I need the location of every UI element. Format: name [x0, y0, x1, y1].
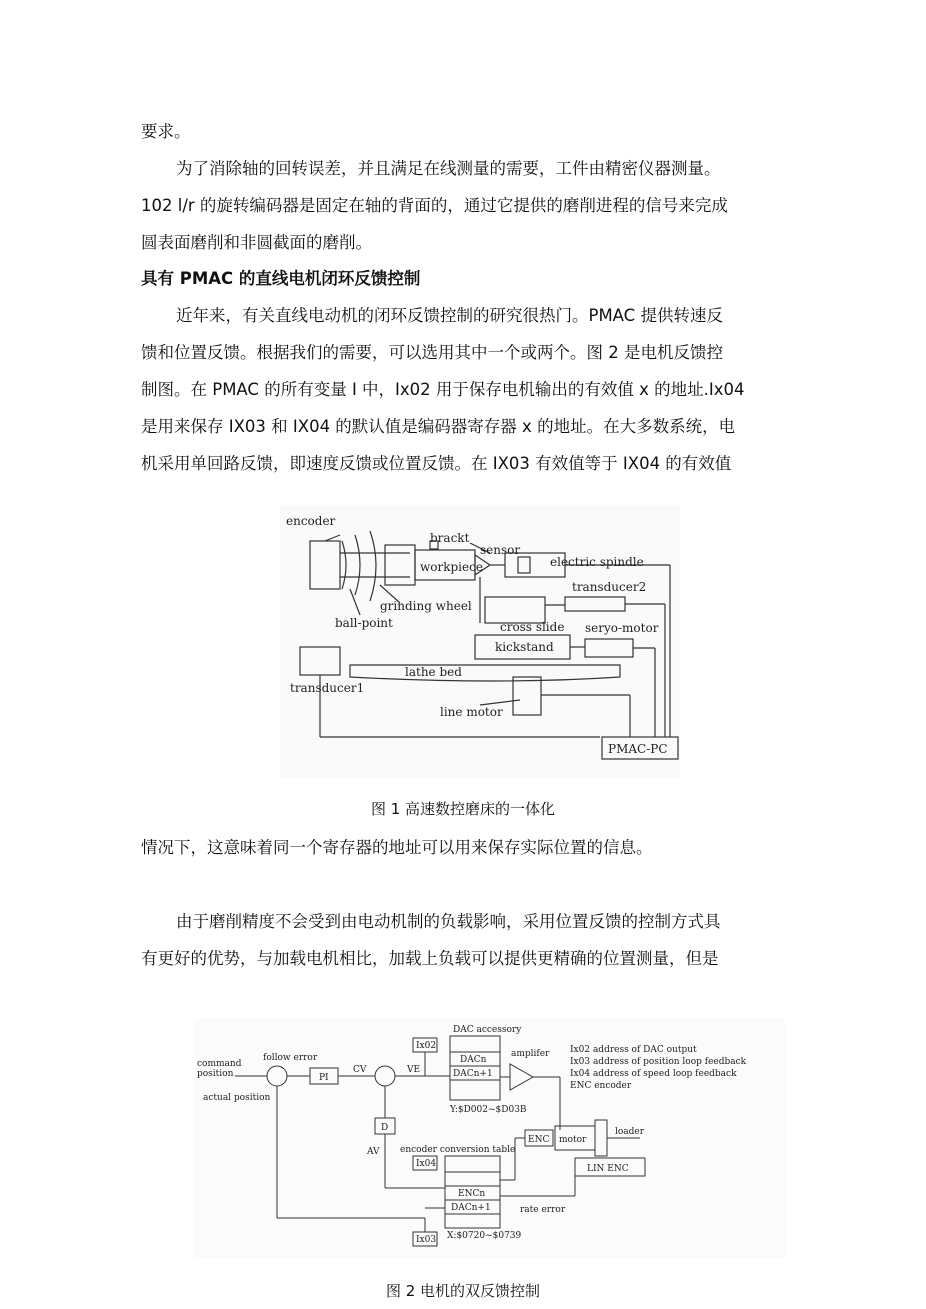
paragraph-2 [141, 150, 791, 261]
text-line: 由于磨削精度不会受到由电动机制的负载影响，采用位置反馈的控制方式具 [176, 912, 721, 931]
label-y-range: Y:$D002~$D03B [450, 1105, 527, 1115]
label-amplifier: amplifer [511, 1049, 550, 1059]
label-transducer2: transducer2 [572, 580, 647, 594]
text-line: 要求。 [141, 122, 191, 141]
legend-ix03: Ix03 address of position loop feedback [570, 1057, 747, 1067]
label-cv: CV [353, 1065, 367, 1075]
figure-2-diagram [195, 1018, 785, 1258]
label-pmac-pc: PMAC-PC [608, 742, 668, 756]
label-grinding-wheel: grinding wheel [380, 599, 472, 613]
text-line: 机采用单回路反馈，即速度反馈或位置反馈。在 IX03 有效值等于 IX04 的有效值 [141, 454, 732, 473]
label-dacn1: DACn+1 [453, 1069, 493, 1079]
paragraph-5 [141, 903, 791, 977]
label-electric-spindle: electric spindle [550, 555, 644, 569]
paragraph-4 [141, 829, 791, 866]
label-d: D [381, 1123, 389, 1133]
section-heading [141, 260, 791, 297]
label-position: position [197, 1069, 234, 1079]
label-motor: motor [559, 1135, 587, 1145]
label-ix02: Ix02 [416, 1041, 437, 1051]
legend-enc: ENC encoder [570, 1081, 632, 1091]
label-sensor: sensor [480, 543, 521, 557]
label-dacn1b: DACn+1 [451, 1203, 491, 1213]
heading-text: 具有 PMAC 的直线电机闭环反馈控制 [141, 269, 421, 288]
label-ix04: Ix04 [416, 1159, 437, 1169]
label-actual-position: actual position [203, 1093, 271, 1103]
label-rate-error: rate error [520, 1205, 566, 1215]
text-line: 圆表面磨削和非圆截面的磨削。 [141, 233, 372, 252]
label-follow-error: follow error [263, 1053, 318, 1063]
figure-2-caption: 图 2 电机的双反馈控制 [385, 1282, 541, 1300]
figure-1-caption: 图 1 高速数控磨床的一体化 [370, 800, 556, 818]
label-ve: VE [407, 1065, 421, 1075]
text-line: 102 l/r 的旋转编码器是固定在轴的背面的，通过它提供的磨削进程的信号来完成 [141, 196, 728, 215]
label-lathe-bed: lathe bed [405, 665, 462, 679]
text-line: 制图。在 PMAC 的所有变量 I 中，Ix02 用于保存电机输出的有效值 x 的地址.Ix04 [141, 380, 745, 399]
label-encn: ENCn [458, 1189, 486, 1199]
label-av: AV [367, 1147, 380, 1157]
label-dac-accessory: DAC accessory [453, 1025, 522, 1035]
label-kickstand: kickstand [495, 640, 554, 654]
label-ix03: Ix03 [416, 1235, 437, 1245]
text-line: 情况下，这意味着同一个寄存器的地址可以用来保存实际位置的信息。 [141, 838, 653, 857]
label-enc: ENC [528, 1135, 550, 1145]
label-workpiece: workpiece [420, 560, 483, 574]
label-ball-point: ball-point [335, 616, 393, 630]
text-line: 馈和位置反馈。根据我们的需要，可以选用其中一个或两个。图 2 是电机反馈控 [141, 343, 723, 362]
text-line: 近年来，有关直线电动机的闭环反馈控制的研究很热门。PMAC 提供转速反 [176, 306, 723, 325]
label-dacn: DACn [460, 1055, 487, 1065]
label-pi: PI [319, 1073, 329, 1083]
label-line-motor: line motor [440, 705, 503, 719]
label-x-range: X:$0720~$0739 [447, 1231, 522, 1241]
legend-ix04: Ix04 address of speed loop feedback [570, 1069, 737, 1079]
label-transducer1: transducer1 [290, 681, 365, 695]
label-loader: loader [615, 1127, 645, 1137]
label-brackt: brackt [430, 531, 470, 545]
label-lin-enc: LIN ENC [587, 1164, 629, 1174]
paragraph-3 [141, 297, 791, 482]
label-cross-slide: cross slide [500, 620, 565, 634]
paragraph-1 [141, 113, 791, 150]
label-encoder: encoder [286, 514, 336, 528]
legend-ix02: Ix02 address of DAC output [570, 1045, 697, 1055]
text-line: 是用来保存 IX03 和 IX04 的默认值是编码器寄存器 x 的地址。在大多数系统，电 [141, 417, 736, 436]
label-command: command [197, 1059, 242, 1069]
text-line: 有更好的优势，与加载电机相比，加载上负载可以提供更精确的位置测量，但是 [141, 949, 719, 968]
text-line: 为了消除轴的回转误差，并且满足在线测量的需要，工件由精密仪器测量。 [176, 159, 721, 178]
label-servo-motor: seryo-motor [585, 621, 659, 635]
figure-1-diagram [280, 505, 680, 777]
label-encoder-table: encoder conversion table [400, 1145, 516, 1155]
